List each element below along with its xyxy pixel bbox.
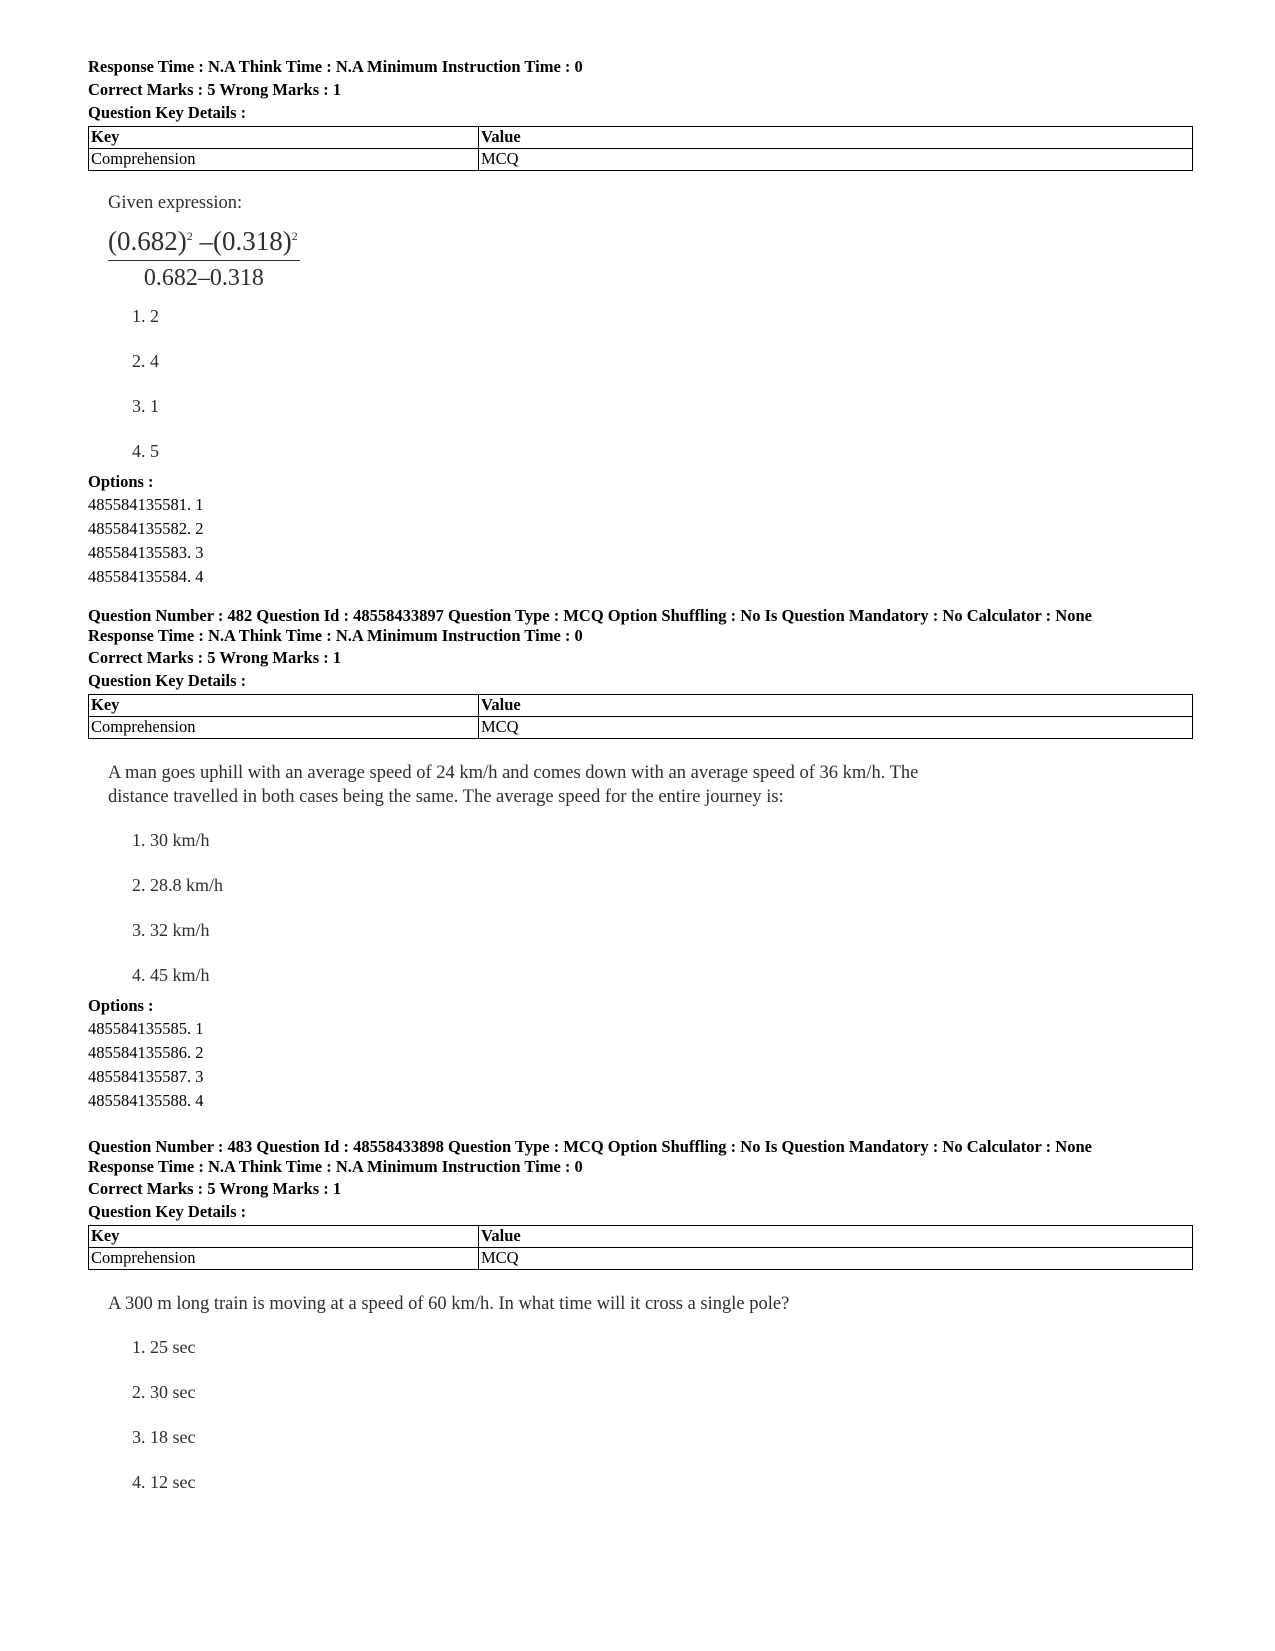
key-details-table	[88, 1225, 1193, 1270]
question-483	[88, 1137, 1193, 1514]
numerator-term-b: (0.318)	[212, 226, 292, 256]
value-cell: MCQ	[479, 717, 1193, 739]
choice-item: 1. 2	[132, 306, 159, 326]
question-text-line: distance travelled in both cases being the same. The average speed for the entire journey is:	[108, 787, 784, 807]
key-details-label: Question Key Details :	[88, 671, 247, 690]
marks-line: Correct Marks : 5 Wrong Marks : 1	[88, 1179, 342, 1198]
choice-item: 4. 12 sec	[132, 1472, 196, 1492]
choice-item: 2. 30 sec	[132, 1382, 196, 1402]
value-cell: MCQ	[479, 149, 1193, 171]
table-header-row	[89, 1226, 1193, 1248]
exponent-a: 2	[186, 229, 193, 243]
question-body	[108, 1292, 1193, 1514]
option-line: 485584135582. 2	[88, 519, 204, 538]
option-line: 485584135583. 3	[88, 543, 204, 562]
response-time-line: Response Time : N.A Think Time : N.A Minimum Instruction Time : 0	[88, 626, 583, 645]
key-cell: Comprehension	[89, 1248, 479, 1270]
choice-item: 2. 28.8 km/h	[132, 875, 224, 895]
response-time-line: Response Time : N.A Think Time : N.A Minimum Instruction Time : 0	[88, 57, 583, 76]
option-line: 485584135585. 1	[88, 1019, 204, 1038]
choice-item: 3. 1	[132, 396, 159, 416]
table-row	[89, 149, 1193, 171]
value-header: Value	[479, 1226, 1193, 1248]
minus-sign: –	[199, 226, 213, 256]
table-row	[89, 717, 1193, 739]
options-label: Options :	[88, 472, 154, 491]
value-header: Value	[479, 127, 1193, 149]
marks-line: Correct Marks : 5 Wrong Marks : 1	[88, 648, 342, 667]
option-line: 485584135588. 4	[88, 1091, 204, 1110]
question-482	[88, 606, 1193, 1113]
question-text-line: A 300 m long train is moving at a speed of 60 km/h. In what time will it cross a single pole?	[108, 1294, 790, 1314]
value-header: Value	[479, 695, 1193, 717]
choice-list	[108, 827, 1193, 994]
question-meta-line: Question Number : 482 Question Id : 48558433897 Question Type : MCQ Option Shuffling : No Is Question Mandatory : No Calculator : None	[88, 606, 1092, 625]
key-header: Key	[89, 127, 479, 149]
choice-item: 4. 45 km/h	[132, 965, 210, 985]
question-body	[108, 761, 1193, 994]
option-line: 485584135581. 1	[88, 495, 204, 514]
key-header: Key	[89, 1226, 479, 1248]
key-details-table	[88, 694, 1193, 739]
choice-item: 1. 25 sec	[132, 1337, 196, 1357]
table-row	[89, 1248, 1193, 1270]
marks-line: Correct Marks : 5 Wrong Marks : 1	[88, 80, 342, 99]
exponent-b: 2	[291, 229, 298, 243]
option-line: 485584135586. 2	[88, 1043, 204, 1062]
key-cell: Comprehension	[89, 149, 479, 171]
fraction-numerator	[108, 217, 300, 261]
table-header-row	[89, 695, 1193, 717]
choice-list	[108, 303, 1193, 470]
key-details-label: Question Key Details :	[88, 103, 247, 122]
key-cell: Comprehension	[89, 717, 479, 739]
key-details-table	[88, 126, 1193, 171]
options-label: Options :	[88, 996, 154, 1015]
numerator-term-a: (0.682)	[108, 226, 187, 256]
choice-item: 1. 30 km/h	[132, 830, 210, 850]
choice-item: 3. 32 km/h	[132, 920, 210, 940]
choice-list	[108, 1334, 1193, 1514]
expression-fraction	[108, 217, 300, 295]
option-line: 485584135584. 4	[88, 567, 204, 586]
choice-item: 3. 18 sec	[132, 1427, 196, 1447]
key-header: Key	[89, 695, 479, 717]
option-line: 485584135587. 3	[88, 1067, 204, 1086]
table-header-row	[89, 127, 1193, 149]
question-body	[108, 191, 1193, 470]
response-time-line: Response Time : N.A Think Time : N.A Minimum Instruction Time : 0	[88, 1157, 583, 1176]
choice-item: 4. 5	[132, 441, 159, 461]
question-481	[88, 55, 1193, 589]
fraction-denominator: 0.682–0.318	[143, 265, 264, 291]
question-text-line: A man goes uphill with an average speed of 24 km/h and comes down with an average speed of 36 km/h. The	[108, 763, 919, 783]
value-cell: MCQ	[479, 1248, 1193, 1270]
given-expression-label: Given expression:	[108, 193, 243, 213]
question-meta-line: Question Number : 483 Question Id : 48558433898 Question Type : MCQ Option Shuffling : No Is Question Mandatory : No Calculator : None	[88, 1137, 1092, 1156]
key-details-label: Question Key Details :	[88, 1202, 247, 1221]
choice-item: 2. 4	[132, 351, 159, 371]
